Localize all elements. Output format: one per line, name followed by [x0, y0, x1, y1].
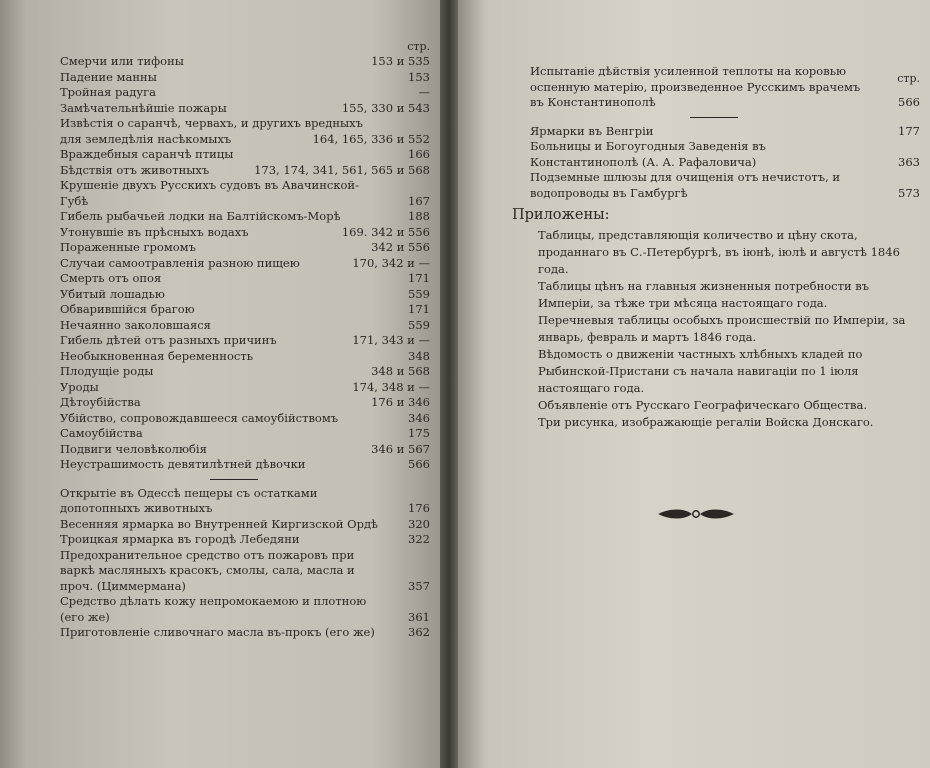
toc-entry-pages: 176 и 346 — [371, 395, 430, 409]
toc-entry-title: Смерчи или тифоны — [60, 54, 184, 68]
toc-entry-title: Гибель дѣтей отъ разныхъ причинъ — [60, 333, 277, 347]
toc-entry — [60, 395, 430, 411]
toc-entry-pages: 153 и 535 — [371, 54, 430, 68]
toc-entry — [60, 256, 430, 272]
toc-entry — [60, 486, 430, 517]
ornament-icon — [656, 505, 736, 523]
toc-entry — [60, 271, 430, 287]
toc-entry — [60, 287, 430, 303]
toc-entry-title: Убитый лошадью — [60, 286, 165, 301]
toc-entry-title: Плодущіе роды — [60, 364, 154, 378]
toc-entry — [60, 380, 430, 396]
toc-entry-pages: 566 — [898, 95, 920, 109]
toc-entry — [60, 147, 430, 163]
toc-entry-title: Извѣстія о саранчѣ, червахъ, и другихъ вредныхъ для земледѣлія насѣкомыхъ — [60, 116, 363, 146]
toc-entry-title: Дѣтоубійства — [60, 395, 141, 409]
right-entry-list — [530, 64, 920, 111]
toc-entry-title: Ярмарки въ Венгріи — [530, 123, 654, 138]
toc-entry — [60, 70, 430, 86]
toc-entry — [60, 517, 430, 533]
toc-entry-title: Нечаянно заколовшаяся — [60, 317, 211, 332]
toc-entry-pages: 362 — [408, 625, 430, 639]
left-entry-list — [60, 54, 430, 473]
toc-entry-pages: 322 — [408, 532, 430, 546]
toc-entry-pages: 177 — [898, 123, 920, 138]
toc-entry-pages: 342 и 556 — [371, 240, 430, 254]
page-column-header: стр. — [897, 72, 920, 85]
left-page — [0, 0, 440, 768]
toc-entry-title: Гибель рыбачьей лодки на Балтійскомъ-Морѣ — [60, 209, 341, 223]
toc-entry-title: Подвиги человѣколюбія — [60, 441, 207, 456]
toc-entry-pages: 174, 348 и — — [352, 379, 430, 394]
toc-entry-title: Смерть отъ опоя — [60, 271, 162, 285]
toc-entry-pages: 346 — [408, 410, 430, 425]
book-gutter — [440, 0, 458, 768]
toc-entry-pages: 166 — [408, 147, 430, 161]
toc-entry-pages: 153 — [408, 69, 430, 84]
toc-entry-pages: 169. 342 и 556 — [341, 224, 430, 239]
toc-entry-title: Обварившійся брагою — [60, 302, 195, 316]
toc-entry-pages: 167 — [408, 193, 430, 208]
toc-entry-title: Предохранительное средство отъ пожаровъ при варкѣ масляныхъ красокъ, смолы, сала, масла и проч. (Циммермана) — [60, 547, 355, 593]
appendix-item: Таблицы цѣнъ на главныя жизненныя потребности въ Имперіи, за тѣже три мѣсяца настоящаго года. — [538, 279, 870, 310]
appendix-list — [530, 227, 920, 431]
toc-entry-pages: 348 — [408, 348, 430, 363]
toc-entry-title: Убійство, сопровождавшееся самоубійствомъ — [60, 410, 339, 425]
toc-entry-title: Замѣчательнѣйшіе пожары — [60, 100, 227, 115]
toc-entry-title: Необыкновенная беременность — [60, 348, 253, 363]
toc-entry-title: Крушеніе двухъ Русскихъ судовъ въ Авачинской-Губѣ — [60, 178, 359, 208]
toc-entry — [60, 364, 430, 380]
toc-entry-pages: 176 — [408, 501, 430, 515]
toc-entry — [530, 124, 920, 140]
toc-entry — [60, 85, 430, 101]
toc-entry — [60, 625, 430, 641]
toc-entry-pages: 348 и 568 — [371, 364, 430, 378]
toc-entry-pages: 173, 174, 341, 561, 565 и 568 — [254, 162, 430, 177]
toc-entry — [60, 426, 430, 442]
right-page — [458, 0, 930, 768]
toc-entry-pages: 171 — [408, 302, 430, 316]
page-column-header: стр. — [407, 40, 430, 53]
toc-entry-pages: — — [418, 85, 430, 99]
toc-entry-title: Самоубійства — [60, 426, 143, 440]
toc-entry-title: Тройная радуга — [60, 85, 156, 99]
toc-entry-pages: 171, 343 и — — [352, 333, 430, 347]
toc-entry-title: Враждебныя саранчѣ птицы — [60, 147, 234, 161]
toc-entry-pages: 320 — [408, 516, 430, 531]
toc-entry-pages: 164, 165, 336 и 552 — [312, 131, 430, 146]
toc-entry-title: Пораженные громомъ — [60, 240, 196, 254]
right-entry-list-2 — [530, 124, 920, 202]
toc-entry — [60, 302, 430, 318]
section-divider — [210, 479, 258, 480]
toc-entry-title: Средство дѣлать кожу непромокаемою и плотною (его же) — [60, 594, 367, 624]
toc-entry — [60, 101, 430, 117]
appendix-item: Три рисунка, изображающіе регаліи Войска Донскаго. — [538, 415, 874, 429]
toc-entry — [60, 457, 430, 473]
toc-entry-pages: 559 — [408, 286, 430, 301]
toc-entry-title: Падение манны — [60, 69, 157, 84]
toc-entry — [530, 170, 920, 201]
toc-entry — [530, 64, 920, 111]
toc-entry — [60, 116, 430, 147]
toc-entry-pages: 171 — [408, 271, 430, 285]
toc-entry-title: Случаи самоотравленія разною пищею — [60, 255, 300, 270]
toc-entry-pages: 566 — [408, 457, 430, 471]
toc-entry — [60, 548, 430, 595]
left-toc — [60, 40, 430, 641]
toc-entry-pages: 363 — [898, 154, 920, 169]
toc-entry — [60, 178, 430, 209]
toc-entry — [530, 139, 920, 170]
toc-entry — [60, 54, 430, 70]
toc-entry-title: Испытаніе дѣйствія усиленной теплоты на коровью оспенную матерію, произведенное Русскимъ врачемъ въ Константинополѣ — [530, 64, 861, 109]
toc-entry-title: Утонувшіе въ прѣсныхъ водахъ — [60, 224, 249, 239]
right-toc — [512, 64, 920, 431]
toc-entry-pages: 155, 330 и 543 — [341, 100, 430, 115]
toc-entry — [60, 318, 430, 334]
toc-entry-title: Больницы и Богоугодныя Заведенія въ Константинополѣ (А. А. Рафаловича) — [530, 139, 766, 169]
toc-entry-title: Неустрашимость девятилѣтней дѣвочки — [60, 457, 306, 471]
toc-entry-title: Бѣдствія отъ животныхъ — [60, 162, 210, 177]
toc-entry — [60, 594, 430, 625]
toc-entry — [60, 349, 430, 365]
toc-entry-pages: 361 — [408, 609, 430, 624]
toc-entry-title: Подземные шлюзы для очищенія отъ нечистотъ, и водопроводы въ Гамбургѣ — [530, 170, 841, 200]
section-divider — [690, 117, 738, 118]
toc-entry-pages: 346 и 567 — [371, 441, 430, 456]
toc-entry — [60, 163, 430, 179]
toc-entry-title: Открытіе въ Одессѣ пещеры съ остатками допотопныхъ животныхъ — [60, 485, 318, 515]
appendix-item: Вѣдомость о движеніи частныхъ хлѣбныхъ кладей по Рыбинской-Пристани съ начала навигаціи по 1 іюля настоящаго года. — [538, 347, 863, 395]
toc-entry-title: Весенняя ярмарка во Внутренней Киргизской Ордѣ — [60, 516, 378, 531]
toc-entry-title: Троицкая ярмарка въ городѣ Лебедяни — [60, 532, 300, 546]
toc-entry-pages: 170, 342 и — — [352, 255, 430, 270]
left-entry-list-2 — [60, 486, 430, 641]
appendix-item: Перечневыя таблицы особыхъ происшествій по Имперіи, за январь, февраль и мартъ 1846 года. — [538, 313, 906, 344]
toc-entry-title: Уроды — [60, 379, 99, 394]
toc-entry-pages: 573 — [898, 185, 920, 200]
toc-entry — [60, 333, 430, 349]
toc-entry-pages: 175 — [408, 426, 430, 440]
appendix-item: Таблицы, представляющія количество и цѣну скота, проданнаго въ С.-Петербургѣ, въ іюнѣ, іюлѣ и августѣ 1846 года. — [538, 228, 900, 276]
appendix-item: Объявленіе отъ Русскаго Географическаго Общества. — [538, 398, 867, 412]
toc-entry-pages: 357 — [408, 578, 430, 593]
toc-entry — [60, 411, 430, 427]
toc-entry-title: Приготовленіе сливочнаго масла въ-прокъ (его же) — [60, 625, 375, 639]
toc-entry-pages: 559 — [408, 317, 430, 332]
toc-entry — [60, 240, 430, 256]
toc-entry — [60, 209, 430, 225]
appendix-title: Приложены: — [512, 207, 610, 223]
toc-entry-pages: 188 — [408, 209, 430, 223]
toc-entry — [60, 442, 430, 458]
toc-entry — [60, 225, 430, 241]
toc-entry — [60, 532, 430, 548]
